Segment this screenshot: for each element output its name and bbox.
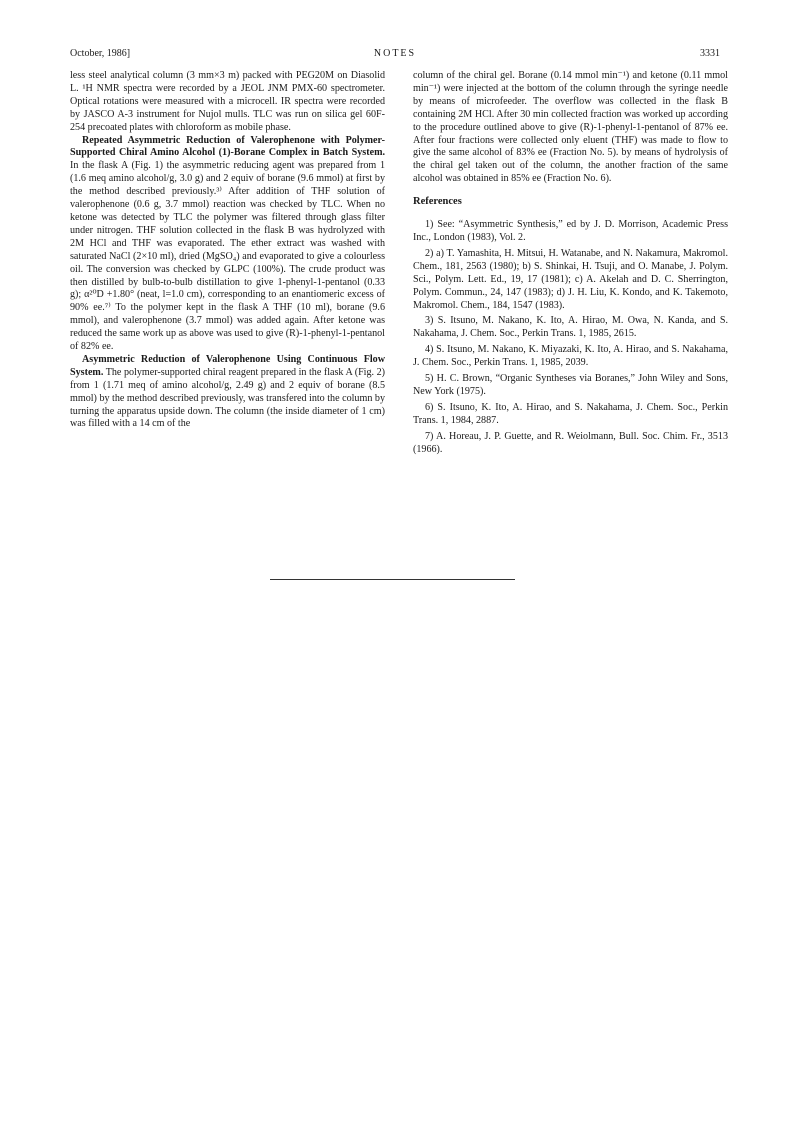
reference-item: 6) S. Itsuno, K. Ito, A. Hirao, and S. Nakahama, J. Chem. Soc., Perkin Trans. 1, 1984, 2887. <box>413 401 728 426</box>
right-column <box>413 70 728 459</box>
running-header <box>70 48 720 64</box>
flow-system-heading: Asymmetric Reduction of Valerophenone Using Continuous Flow System. <box>70 353 385 378</box>
end-of-article-rule <box>270 579 515 580</box>
batch-system-heading: Repeated Asymmetric Reduction of Valerophenone with Polymer-Supported Chiral Amino Alcohol (1)-Borane Complex in Batch System. <box>70 134 385 159</box>
header-page-number: 3331 <box>700 48 720 59</box>
reference-item: 2) a) T. Yamashita, H. Mitsui, H. Watanabe, and N. Nakamura, Makromol. Chem., 181, 2563 (1980); b) S. Shinkai, H. Tsuji, and O. Manabe, J. Polym. Sci., Polym. Lett. Ed., 19, 17 (1981); c) A. Akelah and D. C. Sherrington, Polym. Commun., 24, 147 (1983); d) J. H. Liu, K. Kondo, and K. Takemoto, Makromol. Chem., 184, 1547 (1983). <box>413 247 728 311</box>
batch-system-paragraph <box>70 135 385 354</box>
reference-item: 7) A. Horeau, J. P. Guette, and R. Weiolmann, Bull. Soc. Chim. Fr., 3513 (1966). <box>413 430 728 455</box>
flow-system-paragraph <box>70 354 385 431</box>
references-list <box>413 219 728 456</box>
left-column <box>70 70 385 431</box>
references-heading: References <box>413 196 462 208</box>
header-date: October, 1986] <box>70 48 131 59</box>
reference-item: 4) S. Itsuno, M. Nakano, K. Miyazaki, K. Ito, A. Hirao, and S. Nakahama, J. Chem. Soc., Perkin Trans. 1, 1985, 2039. <box>413 344 728 369</box>
reference-item: 1) See: “Asymmetric Synthesis,” ed by J. D. Morrison, Academic Press Inc., London (1983), Vol. 2. <box>413 219 728 243</box>
reference-item: 3) S. Itsuno, M. Nakano, K. Ito, A. Hirao, M. Owa, N. Kanda, and S. Nakahama, J. Chem. Soc., Perkin Trans. 1, 1985, 2615. <box>413 315 728 340</box>
reference-item: 5) H. C. Brown, “Organic Syntheses via Boranes,” John Wiley and Sons, New York (1975). <box>413 373 728 397</box>
header-section: NOTES <box>373 48 417 59</box>
batch-system-body: In the flask A (Fig. 1) the asymmetric reducing agent was prepared from 1 (1.6 meq amino alcohol/g, 3.0 g) and 2 equiv of borane (9.6 mmol) at first by the method described previously.³⁾ After addition of THF solution of valerophenone (0.6 g, 3.7 mmol) reaction was checked by TLC. When no ketone was detected by TLC the polymer was filtered through glass filter under nitrogen. THF solution collected in the flask B was hydrolyzed with 2M HCl and THF was evaporated. The ether extract was washed with saturated NaCl (2×10 ml), dried (MgSO₄) and evaporated to give a colourless oil. The conversion was checked by GLPC (100%). The crude product was then distilled by bulb-to-bulb distillation to give 1-phenyl-1-pentanol (0.33 g); α²⁰D +1.80° (neat, l=1.0 cm), corresponding to an enantiomeric excess of 90% ee.⁷⁾ To the polymer kept in the flask A THF (10 ml), borane (9.6 mmol), and valerophenone (3.7 mmol) was added again. After ketone was reduced the same work up as above was used to give (R)-1-phenyl-1-pentanol of 82% ee. <box>70 160 385 353</box>
flow-continuation-paragraph: column of the chiral gel. Borane (0.14 mmol min⁻¹) and ketone (0.11 mmol min⁻¹) were injected at the bottom of the column through the syringe needle by means of microfeeder. The overflow was collected in the flask B containing 2M HCl. After 30 min collected fraction was worked up according to the procedure outlined above to give (R)-1-phenyl-1-pentanol of 87% ee. After four fractions were collected only eluent (THF) was made to flow to give the same alcohol of 83% ee (Fraction No. 5). by means of hydrolysis of the chiral gel taken out of the column, the another fraction of the same alcohol was obtained in 85% ee (Fraction No. 6). <box>413 70 728 185</box>
experimental-paragraph: less steel analytical column (3 mm×3 m) packed with PEG20M on Diasolid L. ¹H NMR spectra were recorded by a JEOL JNM PMX-60 spectrometer. Optical rotations were measured with a microcell. IR spectra were recorded by JASCO A-3 instrument for Nujol mulls. TLC was run on silica gel 60F-254 precoated plates with chloroform as mobile phase. <box>70 70 385 133</box>
flow-system-body: The polymer-supported chiral reagent prepared in the flask A (Fig. 2) from 1 (1.71 meq of amino alcohol/g, 2.49 g) and 2 equiv of borane (8.5 mmol) by the method described previously, was transfered into the column by turning the apparatus upside down. The column (the inside diameter of 1 cm) was filled with a 14 cm of the <box>70 366 385 430</box>
